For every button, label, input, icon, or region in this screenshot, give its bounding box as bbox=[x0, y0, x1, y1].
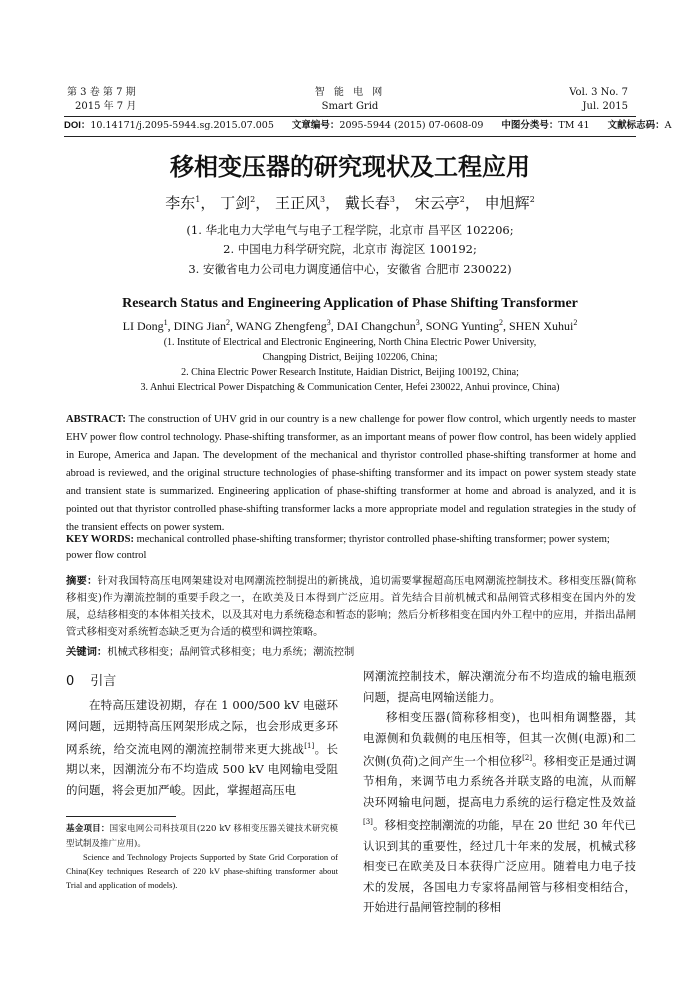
body-column-left bbox=[66, 672, 338, 800]
author-cn: 申旭辉 bbox=[484, 194, 530, 212]
keywords-cn-text: 机械式移相变；晶闸管式移相变；电力系统；潮流控制 bbox=[107, 646, 355, 658]
body-text: 。长期以来，因潮流分布不均造成 500 kV 电网输电受阻的问题，将会更加严峻。因此，掌握超高压电 bbox=[66, 741, 339, 797]
affiliation-en-1: (1. Institute of Electrical and Electronic Engineering, North China Electric Power University, bbox=[163, 337, 537, 348]
abstract-en bbox=[66, 411, 636, 537]
authors-cn: 李东$^1$， 丁剑$^2$， 王正风$^3$， 戴长春$^3$， 宋云亭$^2$， 申旭辉$^2$ bbox=[165, 194, 535, 212]
author-en-sup: 2 bbox=[498, 318, 503, 327]
author-en: SONG Yunting bbox=[425, 319, 499, 333]
body-text: 在特高压建设初期，存在 1 000/500 kV 电磁环网问题，远期特高压网架形成之际，也会形成更多环网系统，给交流电网的潮流控制带来更大挑战 bbox=[66, 698, 338, 756]
authors-en: LI Dong$^1$, DING Jian$^2$, WANG Zhengfeng$^3$, DAI Changchun$^3$, SONG Yunting$^2$, SHEN Xuhui$^2$ bbox=[122, 318, 578, 333]
author-cn: 戴长春 bbox=[344, 194, 390, 212]
author-en-sup: 3 bbox=[415, 318, 420, 327]
body-column-right bbox=[363, 666, 636, 918]
author-en-sup: 1 bbox=[163, 318, 168, 327]
clc-value: TM 41 bbox=[558, 120, 590, 131]
header-journal-cn: 智 能 电 网 bbox=[314, 87, 386, 98]
section-heading bbox=[66, 672, 338, 692]
section-title: 引言 bbox=[90, 674, 117, 689]
title-cn: 移相变压器的研究现状及工程应用 bbox=[170, 153, 530, 181]
author-cn-sup: 2 bbox=[529, 195, 535, 204]
abstract-en-text: The construction of UHV grid in our country is a new challenge for power flow control, which urgently needs to master EHV power flow control technology. Phase-shifting transformer, as an important means of power flow control, has been widely applied in Europe, America and Japan. The development of the mechanical and thyristor controlled phase-shifting transformer at home and abroad is reviewed, and the original structure technologies of phase-shifting transformer and its impact on power system steady state and transient state is summarized. Engineering application of phase-shifting transformer at home and abroad is analyzed, and it is pointed out that thyristor controlled phase-shifting transformer lacks a more appropriate model and regulation strategies in the study of the transient effects on power system. bbox=[66, 414, 636, 533]
author-cn-sup: 2 bbox=[459, 195, 465, 204]
abstract-cn-label: 摘要： bbox=[66, 576, 98, 587]
citation-ref: [3] bbox=[363, 818, 373, 827]
funding-footnote-en: Science and Technology Projects Supported by State Grid Corporation of China(Key techniques Research of 220 kV phase-shifting transformer about Trial and application of models). bbox=[66, 852, 338, 890]
keywords-cn bbox=[66, 644, 636, 661]
clc-label: 中图分类号： bbox=[501, 120, 559, 131]
body-paragraph bbox=[66, 695, 338, 800]
author-en: DING Jian bbox=[173, 319, 226, 333]
doi-label: DOI： bbox=[64, 120, 91, 131]
abstract-en-label: ABSTRACT: bbox=[66, 414, 126, 425]
keywords-cn-label: 关键词： bbox=[66, 647, 108, 658]
keywords-en bbox=[66, 532, 636, 564]
body-text: 。移相变控制潮流的功能，早在 20 世纪 30 年代已认识到其的重要性，经过几十年来的发展，机械式移相变已在欧美及日本获得广泛应用。随着电力电子技术的发展，各国电力专家将晶闸管与移相变相结合，开始进行晶闸管控制的移相 bbox=[363, 818, 636, 915]
header-rule-top bbox=[64, 116, 636, 117]
author-en-sup: 3 bbox=[326, 318, 331, 327]
author-cn: 丁剑 bbox=[220, 194, 251, 212]
author-cn-sup: 2 bbox=[250, 195, 256, 204]
header-rule-bottom bbox=[64, 136, 636, 137]
affiliation-en-2: Changping District, Beijing 102206, China; bbox=[262, 352, 438, 363]
author-cn-sup: 1 bbox=[195, 195, 201, 204]
article-no-label: 文章编号： bbox=[291, 120, 340, 131]
author-en: DAI Changchun bbox=[336, 319, 416, 333]
doi-value: 10.14171/j.2095-5944.sg.2015.07.005 bbox=[90, 120, 274, 131]
citation-ref: [1] bbox=[304, 742, 315, 750]
author-en-sup: 2 bbox=[225, 318, 230, 327]
title-en: Research Status and Engineering Application of Phase Shifting Transformer bbox=[122, 296, 578, 311]
body-text: 移相变压器(简称移相变)，也叫相角调整器，其电源侧和负载侧的电压相等，但其一次侧(电源)和二次侧(负荷)之间产生一个相位移 bbox=[363, 710, 636, 768]
citation-ref: [2] bbox=[522, 754, 533, 762]
author-en: SHEN Xuhui bbox=[508, 319, 574, 333]
affiliation-cn-3: 3. 安徽省电力公司电力调度通信中心，安徽省 合肥市 230022) bbox=[188, 262, 512, 276]
header-date-en: Jul. 2015 bbox=[582, 101, 628, 112]
doc-code-value: A bbox=[664, 120, 672, 131]
abstract-cn-text: 针对我国特高压电网架建设对电网潮流控制提出的新挑战，追切需要掌握超高压电网潮流控制技术。移相变压器(简称移相变)作为潮流控制的重要手段之一，在欧美及日本得到广泛应用。首先结合目前机械式和晶闸管式移相变在国内外的发展，总结移相变的本体相关技术，以及其对电力系统稳态和暂态的影响；然后分析移相变在国内外工程中的应用，并指出晶闸管式移相变对系统暂态缺乏更为合适的模型和调控策略。 bbox=[66, 575, 637, 638]
author-en: LI Dong bbox=[122, 319, 164, 333]
affiliation-en-3: 2. China Electric Power Research Institute, Haidian District, Beijing 100192, China; bbox=[181, 367, 519, 378]
header-journal-en: Smart Grid bbox=[321, 101, 379, 112]
author-cn: 李东 bbox=[165, 194, 196, 212]
article-meta-line bbox=[64, 119, 671, 133]
section-number: 0 bbox=[66, 674, 75, 689]
body-paragraph: 网潮流控制技术，解决潮流分布不均造成的输电瓶颈问题，提高电网输送能力。 bbox=[363, 669, 636, 704]
author-en: WANG Zhengfeng bbox=[235, 319, 327, 333]
author-cn: 王正风 bbox=[275, 194, 321, 212]
footnote-text-cn: 国家电网公司科技项目(220 kV 移相变压器关键技术研究模型试制及推广应用)。 bbox=[66, 824, 338, 849]
author-cn: 宋云亭 bbox=[414, 194, 460, 212]
footnote-rule bbox=[66, 816, 176, 817]
header-date-cn: 2015 年 7 月 bbox=[75, 101, 137, 112]
affiliation-en-4: 3. Anhui Electrical Power Dispatching & Communication Center, Hefei 230022, Anhui province, China) bbox=[140, 382, 560, 393]
header-volume-en: Vol. 3 No. 7 bbox=[569, 87, 628, 98]
body-paragraph bbox=[363, 707, 636, 918]
body-text: 。移相变正是通过调节相角，来调节电力系统各并联支路的电流，从而解决环网输电问题，提高电力系统的运行稳定性及效益 bbox=[363, 753, 636, 809]
author-cn-sup: 3 bbox=[320, 195, 326, 204]
affiliation-cn-1: (1. 华北电力大学电气与电子工程学院，北京市 昌平区 102206; bbox=[186, 223, 514, 237]
affiliation-cn-2: 2. 中国电力科学研究院，北京市 海淀区 100192; bbox=[223, 242, 477, 256]
author-en-sup: 2 bbox=[573, 318, 578, 327]
author-cn-sup: 3 bbox=[389, 195, 395, 204]
keywords-en-text: mechanical controlled phase-shifting transformer; thyristor controlled phase-shifting transformer; power system; power flow control bbox=[66, 534, 610, 561]
keywords-en-label: KEY WORDS: bbox=[66, 534, 134, 545]
footnote-label: 基金项目： bbox=[66, 823, 110, 833]
header-volume-cn: 第 3 卷 第 7 期 bbox=[67, 87, 136, 98]
abstract-cn bbox=[66, 573, 636, 641]
doc-code-label: 文献标志码： bbox=[607, 120, 665, 131]
article-no-value: 2095-5944 (2015) 07-0608-09 bbox=[339, 120, 484, 131]
funding-footnote-cn bbox=[66, 821, 338, 852]
